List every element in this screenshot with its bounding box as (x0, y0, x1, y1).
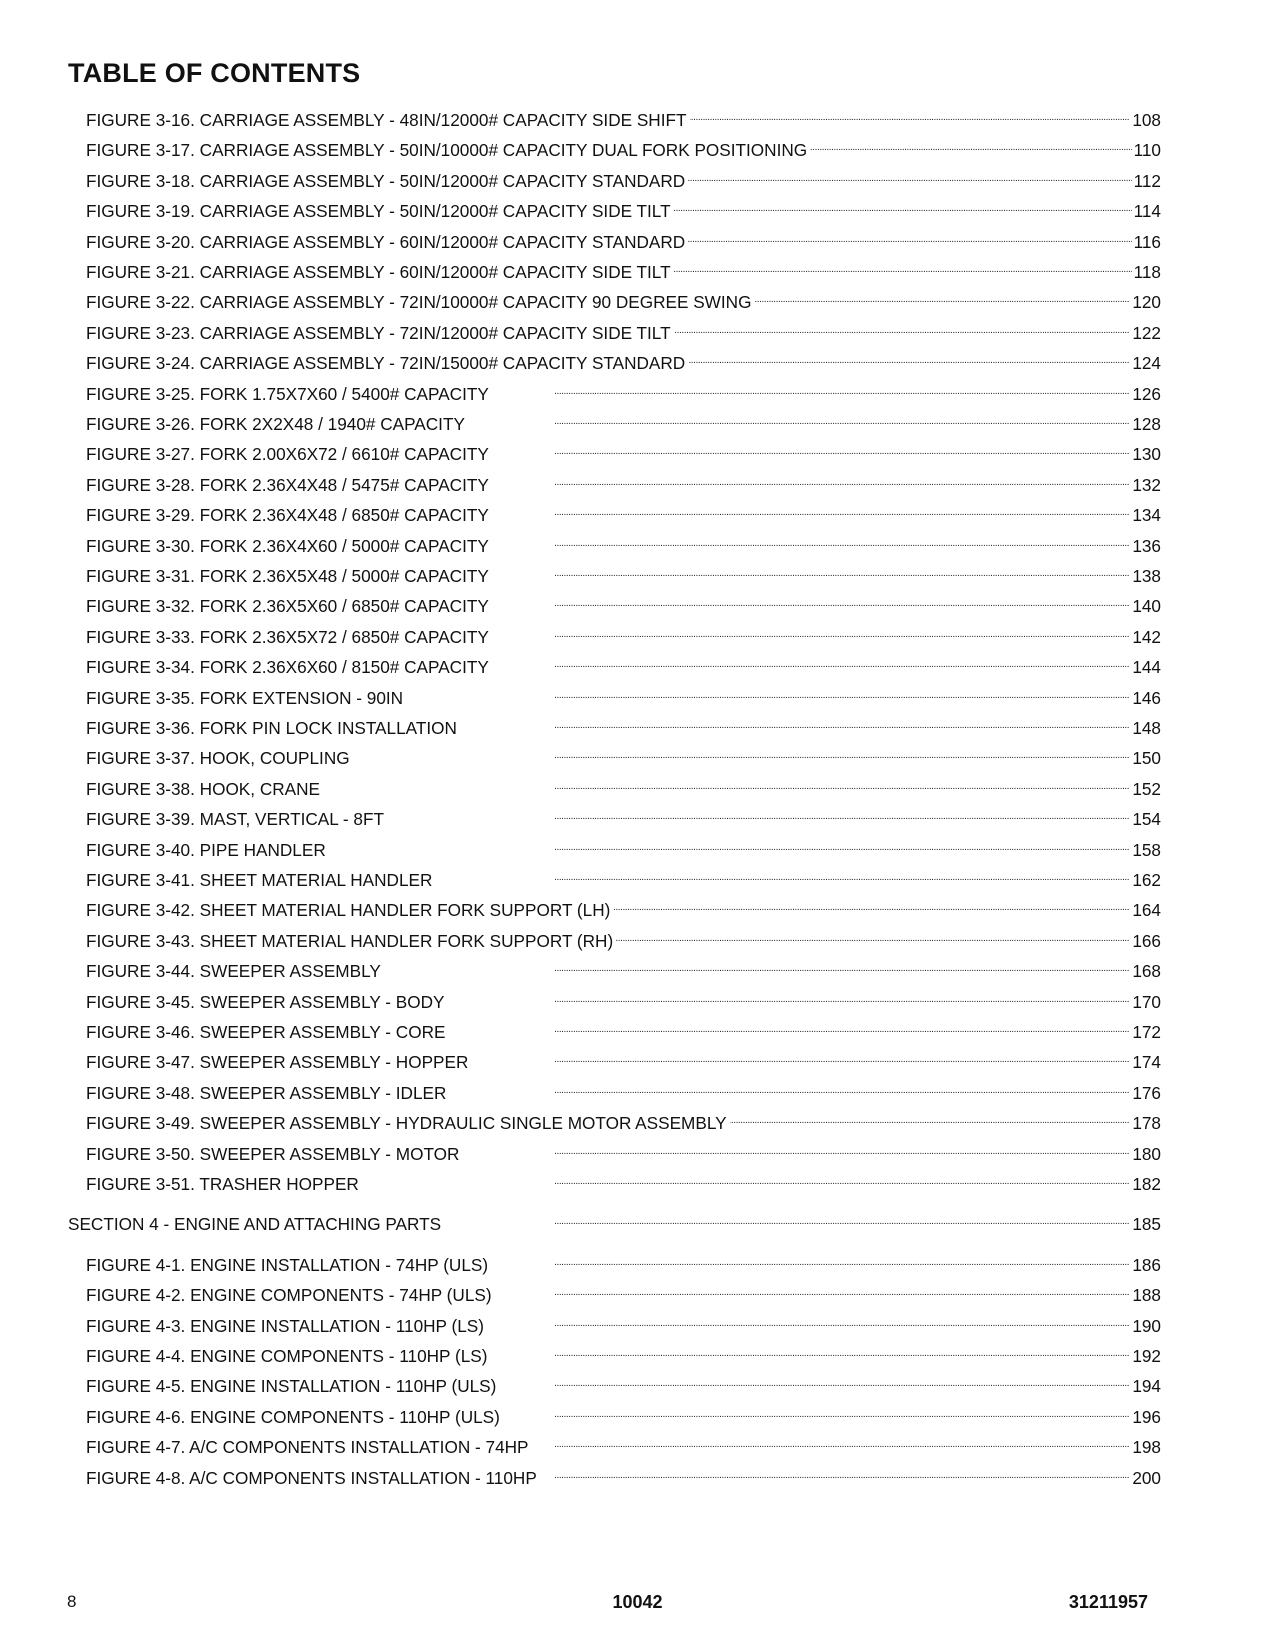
dot-leader (468, 414, 1130, 434)
dot-leader (492, 596, 1131, 616)
dot-leader (448, 992, 1131, 1012)
toc-entry-page: 142 (1132, 626, 1161, 647)
toc-entry-page: 164 (1132, 900, 1161, 921)
toc-figure-entry[interactable] (86, 990, 1161, 1012)
toc-figure-entry[interactable] (86, 382, 1161, 404)
dot-leader (690, 110, 1131, 130)
dot-leader (674, 201, 1132, 221)
toc-entry-page: 158 (1132, 839, 1161, 860)
toc-figure-entry[interactable] (86, 716, 1161, 738)
toc-entry-page: 172 (1132, 1022, 1161, 1042)
toc-entry-page: 122 (1132, 322, 1161, 343)
dot-leader (674, 323, 1131, 343)
toc-figure-entry[interactable] (86, 777, 1161, 799)
dot-leader (471, 1052, 1130, 1072)
dot-leader (613, 900, 1130, 920)
dot-leader (688, 171, 1131, 191)
toc-figure-entry[interactable] (86, 1253, 1161, 1275)
toc-figure-entry[interactable] (86, 1435, 1161, 1457)
dot-leader (444, 1214, 1130, 1234)
toc-figure-entry[interactable] (86, 959, 1161, 981)
toc-entry-page: 130 (1132, 444, 1161, 465)
toc-entry-page: 194 (1132, 1376, 1161, 1397)
toc-figure-entry[interactable] (86, 625, 1161, 647)
dot-leader (810, 140, 1131, 160)
toc-figure-entry[interactable] (86, 564, 1161, 586)
toc-entry-label: FIGURE 3-19. CARRIAGE ASSEMBLY - 50IN/12000# CAPACITY SIDE TILT (86, 201, 671, 222)
toc-figure-entry[interactable] (86, 169, 1161, 191)
dot-leader (449, 1083, 1130, 1103)
toc-figure-entry[interactable] (86, 108, 1161, 130)
dot-leader (353, 748, 1131, 768)
toc-entry-page: 108 (1132, 110, 1161, 130)
toc-entry-page: 116 (1133, 231, 1161, 252)
toc-entry-page: 140 (1132, 596, 1161, 617)
toc-entry-label: FIGURE 4-4. ENGINE COMPONENTS - 110HP (LS) (86, 1346, 488, 1366)
toc-figure-entry[interactable] (86, 199, 1161, 221)
toc-entry-label: FIGURE 3-37. HOOK, COUPLING (86, 748, 350, 769)
dot-leader (688, 353, 1130, 373)
dot-leader (492, 536, 1131, 556)
toc-figure-entry[interactable] (86, 1142, 1161, 1164)
dot-leader (362, 1174, 1130, 1194)
toc-entry-page: 182 (1132, 1174, 1161, 1194)
dot-leader (492, 444, 1131, 464)
toc-entry-label: FIGURE 3-20. CARRIAGE ASSEMBLY - 60IN/12000# CAPACITY STANDARD (86, 231, 686, 252)
dot-leader (754, 292, 1130, 312)
dot-leader (540, 1468, 1131, 1488)
toc-entry-label: FIGURE 3-45. SWEEPER ASSEMBLY - BODY (86, 991, 445, 1012)
dot-leader (688, 232, 1131, 252)
toc-entry-label: FIGURE 3-30. FORK 2.36X4X60 / 5000# CAPACITY (86, 535, 489, 556)
toc-entry-page: 185 (1132, 1214, 1161, 1235)
dot-leader (492, 505, 1131, 525)
toc-entry-page: 190 (1132, 1315, 1161, 1336)
toc-entry-page: 146 (1132, 687, 1161, 708)
dot-leader (387, 809, 1130, 829)
toc-entry-label: FIGURE 3-27. FORK 2.00X6X72 / 6610# CAPACITY (86, 444, 489, 465)
toc-entry-page: 134 (1132, 505, 1161, 526)
toc-figure-entry[interactable] (86, 655, 1161, 677)
toc-entry-page: 148 (1132, 718, 1161, 738)
toc-entry-page: 180 (1132, 1143, 1161, 1164)
dot-leader (492, 475, 1131, 495)
toc-figure-entry[interactable] (86, 807, 1161, 829)
toc-entry-label: FIGURE 3-21. CARRIAGE ASSEMBLY - 60IN/12000# CAPACITY SIDE TILT (86, 262, 671, 282)
footer-page-number: 8 (67, 1592, 77, 1611)
toc-entry-label: FIGURE 4-2. ENGINE COMPONENTS - 74HP (ULS) (86, 1285, 492, 1306)
toc-figure-entry[interactable] (86, 290, 1161, 312)
toc-entry-label: FIGURE 3-23. CARRIAGE ASSEMBLY - 72IN/12000# CAPACITY SIDE TILT (86, 322, 671, 343)
page-title: TABLE OF CONTENTS (68, 58, 361, 88)
toc-figure-entry[interactable] (86, 1344, 1161, 1366)
toc-entry-page: 170 (1132, 991, 1161, 1012)
toc-figure-entry[interactable] (86, 442, 1161, 464)
toc-entry-page: 150 (1132, 748, 1161, 769)
toc-entry-label: FIGURE 4-3. ENGINE INSTALLATION - 110HP (LS) (86, 1315, 484, 1336)
dot-leader (495, 1285, 1131, 1305)
dot-leader (674, 262, 1132, 282)
dot-leader (730, 1113, 1131, 1133)
dot-leader (616, 931, 1130, 951)
toc-entry-page: 162 (1132, 870, 1161, 890)
toc-entry-label: FIGURE 3-26. FORK 2X2X48 / 1940# CAPACITY (86, 414, 465, 434)
toc-entry-label: FIGURE 3-48. SWEEPER ASSEMBLY - IDLER (86, 1082, 447, 1103)
toc-entry-page: 188 (1132, 1285, 1161, 1306)
toc-figure-entry[interactable] (86, 1405, 1161, 1427)
toc-figure-entry[interactable] (86, 230, 1161, 252)
toc-entry-page: 138 (1132, 566, 1161, 586)
toc-entry-page: 118 (1133, 262, 1161, 282)
dot-leader (329, 840, 1131, 860)
toc-entry-label: FIGURE 3-50. SWEEPER ASSEMBLY - MOTOR (86, 1143, 460, 1164)
toc-entry-page: 120 (1132, 292, 1161, 313)
toc-entry-label: SECTION 4 - ENGINE AND ATTACHING PARTS (68, 1214, 442, 1235)
toc-entry-label: FIGURE 3-42. SHEET MATERIAL HANDLER FORK SUPPORT (LH) (86, 900, 611, 921)
toc-entry-page: 186 (1132, 1254, 1161, 1275)
dot-leader (487, 1316, 1130, 1336)
toc-entry-label: FIGURE 3-29. FORK 2.36X4X48 / 6850# CAPACITY (86, 505, 489, 526)
toc-entry-page: 200 (1132, 1467, 1161, 1488)
toc-entry-label: FIGURE 3-24. CARRIAGE ASSEMBLY - 72IN/15000# CAPACITY STANDARD (86, 353, 686, 374)
toc-figure-entry[interactable] (86, 351, 1161, 373)
dot-leader (448, 1022, 1130, 1042)
dot-leader (492, 566, 1131, 586)
toc-entry-page: 152 (1132, 778, 1161, 799)
toc-entry-label: FIGURE 3-38. HOOK, CRANE (86, 778, 320, 799)
toc-entry-page: 136 (1132, 535, 1161, 556)
dot-leader (499, 1376, 1130, 1396)
dot-leader (384, 961, 1130, 981)
toc-figure-entry[interactable] (86, 138, 1161, 160)
dot-leader (503, 1407, 1130, 1427)
toc-entry-page: 110 (1133, 140, 1161, 161)
toc-figure-entry[interactable] (86, 1172, 1161, 1194)
toc-entry-label: FIGURE 4-5. ENGINE INSTALLATION - 110HP (ULS) (86, 1376, 497, 1397)
toc-entry-label: FIGURE 3-33. FORK 2.36X5X72 / 6850# CAPACITY (86, 626, 489, 647)
toc-entry-label: FIGURE 3-41. SHEET MATERIAL HANDLER (86, 870, 433, 890)
toc-figure-entry[interactable] (86, 594, 1161, 616)
toc-entry-label: FIGURE 3-44. SWEEPER ASSEMBLY (86, 961, 381, 982)
toc-entry-label: FIGURE 3-49. SWEEPER ASSEMBLY - HYDRAULIC SINGLE MOTOR ASSEMBLY (86, 1113, 727, 1134)
toc-entry-label: FIGURE 4-7. A/C COMPONENTS INSTALLATION - 74HP (86, 1437, 529, 1458)
toc-figure-entry[interactable] (86, 1111, 1161, 1133)
toc-figure-entry[interactable] (86, 1050, 1161, 1072)
toc-entry-label: FIGURE 3-51. TRASHER HOPPER (86, 1174, 359, 1194)
toc-entry-page: 178 (1132, 1113, 1161, 1134)
dot-leader (492, 384, 1131, 404)
toc-entry-page: 144 (1132, 657, 1161, 678)
toc-figure-entry[interactable] (86, 1283, 1161, 1305)
toc-figure-entry[interactable] (86, 1314, 1161, 1336)
toc-entry-page: 168 (1132, 961, 1161, 982)
dot-leader (462, 1144, 1130, 1164)
toc-figure-entry[interactable] (86, 898, 1161, 920)
footer-center-code: 10042 (612, 1592, 663, 1612)
toc-entry-page: 174 (1132, 1052, 1161, 1073)
toc-entry-page: 114 (1133, 201, 1161, 222)
toc-entry-label: FIGURE 4-1. ENGINE INSTALLATION - 74HP (ULS) (86, 1254, 489, 1275)
dot-leader (460, 718, 1130, 738)
dot-leader (492, 657, 1131, 677)
toc-entry-label: FIGURE 3-28. FORK 2.36X4X48 / 5475# CAPACITY (86, 474, 489, 495)
toc-figure-entry[interactable] (86, 260, 1161, 282)
toc-figure-entry[interactable] (86, 412, 1161, 434)
toc-entry-label: FIGURE 3-16. CARRIAGE ASSEMBLY - 48IN/12000# CAPACITY SIDE SHIFT (86, 110, 687, 130)
toc-figure-entry[interactable] (86, 1020, 1161, 1042)
toc-entry-label: FIGURE 3-36. FORK PIN LOCK INSTALLATION (86, 718, 457, 738)
toc-figure-entry[interactable] (86, 321, 1161, 343)
toc-figure-entry[interactable] (86, 503, 1161, 525)
toc-entry-label: FIGURE 3-47. SWEEPER ASSEMBLY - HOPPER (86, 1052, 469, 1073)
toc-figure-entry[interactable] (86, 868, 1161, 890)
dot-leader (492, 627, 1131, 647)
toc-figure-entry[interactable] (86, 686, 1161, 708)
toc-entry-label: FIGURE 3-18. CARRIAGE ASSEMBLY - 50IN/12000# CAPACITY STANDARD (86, 170, 686, 191)
toc-figure-entry[interactable] (86, 1374, 1161, 1396)
toc-entry-label: FIGURE 3-25. FORK 1.75X7X60 / 5400# CAPACITY (86, 383, 489, 404)
toc-entry-page: 124 (1132, 353, 1161, 374)
dot-leader (490, 1346, 1130, 1366)
toc-entry-label: FIGURE 4-6. ENGINE COMPONENTS - 110HP (ULS) (86, 1406, 500, 1427)
toc-entry-page: 198 (1132, 1437, 1161, 1458)
toc-entry-label: FIGURE 3-31. FORK 2.36X5X48 / 5000# CAPACITY (86, 566, 489, 586)
toc-entry-label: FIGURE 3-17. CARRIAGE ASSEMBLY - 50IN/10000# CAPACITY DUAL FORK POSITIONING (86, 140, 808, 161)
toc-section-entry[interactable] (68, 1212, 1161, 1234)
toc-entry-page: 112 (1133, 170, 1161, 191)
toc-entry-label: FIGURE 3-43. SHEET MATERIAL HANDLER FORK SUPPORT (RH) (86, 930, 614, 951)
toc-entry-label: FIGURE 3-32. FORK 2.36X5X60 / 6850# CAPACITY (86, 596, 489, 617)
toc-figure-entry[interactable] (86, 929, 1161, 951)
toc-figure-entry[interactable] (86, 1466, 1161, 1488)
toc-entry-page: 126 (1132, 383, 1161, 404)
toc-entry-label: FIGURE 3-39. MAST, VERTICAL - 8FT (86, 809, 384, 830)
toc-entry-page: 192 (1132, 1346, 1161, 1366)
dot-leader (323, 779, 1130, 799)
toc-entry-label: FIGURE 3-35. FORK EXTENSION - 90IN (86, 687, 404, 708)
toc-entry-label: FIGURE 3-46. SWEEPER ASSEMBLY - CORE (86, 1022, 446, 1042)
toc-entry-label: FIGURE 3-34. FORK 2.36X6X60 / 8150# CAPACITY (86, 657, 489, 678)
dot-leader (532, 1437, 1131, 1457)
toc-figure-entry[interactable] (86, 746, 1161, 768)
toc-entry-page: 196 (1132, 1406, 1161, 1427)
dot-leader (435, 870, 1130, 890)
dot-leader (491, 1255, 1130, 1275)
footer-part-number: 31211957 (1068, 1592, 1148, 1612)
toc-entry-page: 132 (1132, 474, 1161, 495)
toc-entry-page: 166 (1132, 930, 1161, 951)
dot-leader (406, 688, 1130, 708)
toc-figure-entry[interactable] (86, 838, 1161, 860)
toc-entry-page: 128 (1132, 414, 1161, 434)
toc-figure-entry[interactable] (86, 1081, 1161, 1103)
toc-figure-entry[interactable] (86, 534, 1161, 556)
toc-entry-label: FIGURE 3-40. PIPE HANDLER (86, 839, 326, 860)
toc-entry-label: FIGURE 3-22. CARRIAGE ASSEMBLY - 72IN/10000# CAPACITY 90 DEGREE SWING (86, 292, 752, 313)
toc-entry-page: 154 (1132, 809, 1161, 830)
toc-entry-label: FIGURE 4-8. A/C COMPONENTS INSTALLATION - 110HP (86, 1467, 537, 1488)
toc-figure-entry[interactable] (86, 473, 1161, 495)
toc-entry-page: 176 (1132, 1082, 1161, 1103)
